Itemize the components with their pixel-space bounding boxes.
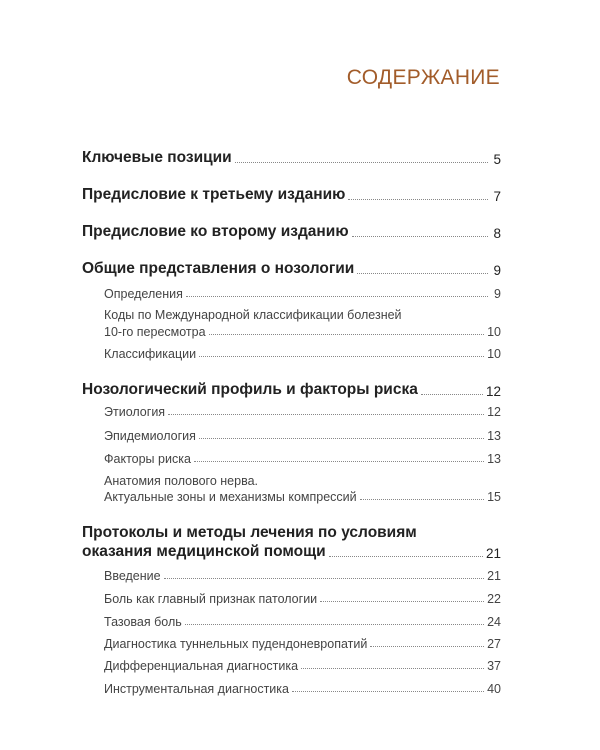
- toc-entry-label: Предисловие ко второму изданию: [82, 223, 349, 240]
- leader-dots: [421, 394, 483, 395]
- toc-entry-page: 22: [487, 592, 501, 606]
- toc-subentry[interactable]: [104, 659, 501, 673]
- toc-entry-page: 21: [487, 569, 501, 583]
- toc-entry-label: Актуальные зоны и механизмы компрессий: [104, 490, 357, 504]
- toc-subentry[interactable]: [104, 682, 501, 696]
- toc-entry-label: 10-го пересмотра: [104, 325, 206, 339]
- toc-entry-page: 13: [487, 452, 501, 466]
- toc-subentry[interactable]: [104, 405, 501, 419]
- toc-entry-page: 12: [485, 384, 501, 399]
- toc-entry-label: Боль как главный признак патологии: [104, 592, 318, 606]
- leader-dots: [168, 414, 484, 415]
- leader-dots: [348, 199, 488, 200]
- toc-entry-label: Классификации: [104, 347, 197, 361]
- toc-entry-page: 5: [493, 152, 501, 167]
- toc-entry-page: 7: [493, 189, 501, 204]
- leader-dots: [185, 624, 484, 625]
- toc-entry-page: 24: [487, 615, 501, 629]
- toc-entry-label: оказания медицинской помощи: [82, 543, 326, 560]
- toc-entry-page: 21: [485, 546, 501, 561]
- toc-subentry[interactable]: [104, 429, 501, 443]
- toc-entry[interactable]: [82, 381, 501, 399]
- toc-entry-label: Общие представления о нозологии: [82, 260, 355, 277]
- toc-entry-label: Инструментальная диагностика: [104, 682, 289, 696]
- toc-entry-label: Тазовая боль: [104, 615, 182, 629]
- toc-entry[interactable]: [82, 260, 501, 278]
- toc-subentry[interactable]: [104, 615, 501, 629]
- toc-entry-page: 8: [493, 226, 501, 241]
- toc-subentry[interactable]: [104, 637, 501, 651]
- toc-entry-page: 37: [487, 659, 501, 673]
- toc-entry-label: Определения: [104, 287, 183, 301]
- toc-subentry[interactable]: [104, 347, 501, 361]
- toc-entry-label: Предисловие к третьему изданию: [82, 186, 346, 203]
- toc-entry-label: Этиология: [104, 405, 166, 419]
- leader-dots: [194, 461, 484, 462]
- toc-entry[interactable]: [82, 186, 501, 204]
- toc-subentry[interactable]: [104, 592, 501, 606]
- toc-subentry[interactable]: [104, 569, 501, 583]
- toc-entry[interactable]: [82, 149, 501, 167]
- toc-entry-page: 12: [487, 405, 501, 419]
- toc-entry-label: Факторы риска: [104, 452, 191, 466]
- toc-entry-page: 15: [487, 490, 501, 504]
- leader-dots: [209, 334, 485, 335]
- leader-dots: [360, 499, 484, 500]
- leader-dots: [357, 273, 488, 274]
- leader-dots: [370, 646, 484, 647]
- toc-entry-label: Нозологический профиль и факторы риска: [82, 381, 418, 398]
- toc-entry[interactable]: [82, 223, 501, 241]
- toc-entry-page: 27: [487, 637, 501, 651]
- toc-entry-label-line1: Коды по Международной классификации болезней: [104, 308, 402, 322]
- leader-dots: [186, 296, 488, 297]
- leader-dots: [199, 356, 484, 357]
- toc-subentry[interactable]: [104, 287, 501, 301]
- toc-entry-label-line1: Анатомия полового нерва.: [104, 474, 258, 488]
- toc-subentry[interactable]: [104, 452, 501, 466]
- toc-entry-label: Эпидемиология: [104, 429, 196, 443]
- toc-entry-label: Ключевые позиции: [82, 149, 232, 166]
- leader-dots: [235, 162, 488, 163]
- toc-entry-page: 40: [487, 682, 501, 696]
- toc-entry-label: Дифференциальная диагностика: [104, 659, 299, 673]
- toc-entry[interactable]: [82, 543, 501, 561]
- leader-dots: [292, 691, 484, 692]
- toc-subentry[interactable]: [104, 490, 501, 504]
- leader-dots: [199, 438, 484, 439]
- toc-subentry[interactable]: [104, 325, 501, 339]
- toc-entry-page: 10: [487, 325, 501, 339]
- toc-entry-label: Введение: [104, 569, 161, 583]
- leader-dots: [329, 556, 483, 557]
- leader-dots: [164, 578, 484, 579]
- leader-dots: [352, 236, 488, 237]
- toc-entry-page: 10: [487, 347, 501, 361]
- leader-dots: [301, 668, 484, 669]
- toc-entry-page: 9: [493, 263, 501, 278]
- toc-title: СОДЕРЖАНИЕ: [346, 66, 500, 89]
- toc-entry-label: Диагностика туннельных пудендоневропатий: [104, 637, 368, 651]
- toc-entry-page: 9: [494, 287, 501, 301]
- leader-dots: [320, 601, 484, 602]
- toc-entry-label-line1: Протоколы и методы лечения по условиям: [82, 524, 417, 541]
- toc-entry-page: 13: [487, 429, 501, 443]
